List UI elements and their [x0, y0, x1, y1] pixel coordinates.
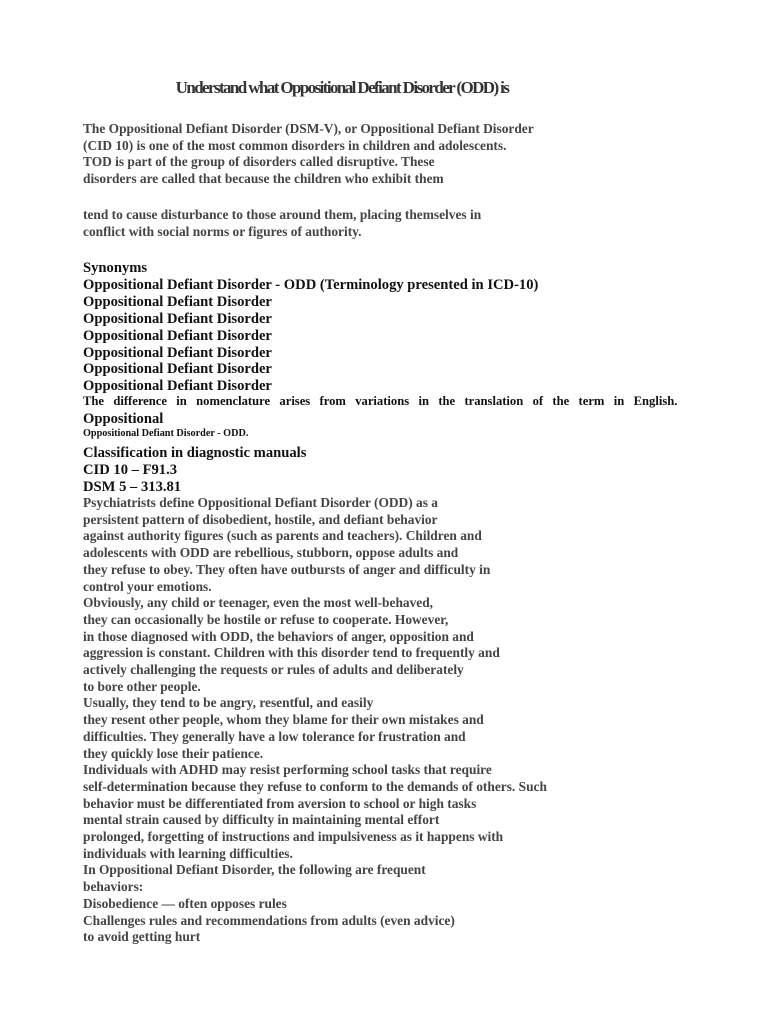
body-line: they can occasionally be hostile or refuse to cooperate. However, [83, 611, 449, 627]
oppositional-block [83, 411, 683, 428]
intro-paragraph-1 [83, 121, 683, 188]
synonyms-section [83, 260, 683, 395]
classification-section [83, 445, 683, 496]
synonym-item: Oppositional Defiant Disorder [83, 361, 272, 378]
body-line: in those diagnosed with ODD, the behaviors of anger, opposition and [83, 628, 474, 644]
body-line: they quickly lose their patience. [83, 745, 264, 761]
small-line-block [83, 427, 683, 440]
body-line: behaviors: [83, 879, 144, 895]
nomenclature-note-block [83, 394, 683, 409]
body-line: difficulties. They generally have a low tolerance for frustration and [83, 728, 466, 744]
body-line: Challenges rules and recommendations from adults (even advice) [83, 912, 455, 928]
body-line: self-determination because they refuse to conform to the demands of others. Such [83, 778, 547, 794]
body-line: against authority figures (such as parents and teachers). Children and [83, 528, 482, 544]
body-line: prolonged, forgetting of instructions and impulsiveness as it happens with [83, 829, 504, 845]
body-line: aggression is constant. Children with this disorder tend to frequently and [83, 645, 500, 661]
nomenclature-note: The difference in nomenclature arises from variations in the translation of the term in English. [83, 394, 678, 408]
body-line: Individuals with ADHD may resist performing school tasks that require [83, 762, 492, 778]
synonym-item: Oppositional Defiant Disorder [83, 344, 272, 361]
body-line: mental strain caused by difficulty in maintaining mental effort [83, 812, 440, 828]
body-line: behavior must be differentiated from aversion to school or high tasks [83, 795, 477, 811]
synonym-item: Oppositional Defiant Disorder [83, 293, 272, 310]
body-line: control your emotions. [83, 578, 212, 594]
intro-line: disorders are called that because the children who exhibit them [83, 171, 444, 187]
main-body [83, 495, 683, 946]
body-line: they resent other people, whom they blame for their own mistakes and [83, 712, 484, 728]
intro-line: conflict with social norms or figures of authority. [83, 223, 362, 239]
body-line: In Oppositional Defiant Disorder, the following are frequent [83, 862, 426, 878]
page-title [0, 78, 768, 98]
classification-heading: Classification in diagnostic manuals [83, 445, 307, 461]
synonyms-heading: Synonyms [83, 260, 148, 276]
classification-cid: CID 10 – F91.3 [83, 461, 178, 478]
intro-line: The Oppositional Defiant Disorder (DSM-V), or Oppositional Defiant Disorder [83, 121, 534, 136]
synonym-item: Oppositional Defiant Disorder [83, 327, 272, 344]
synonym-item: Oppositional Defiant Disorder - ODD (Terminology presented in ICD-10) [83, 276, 539, 293]
synonym-item: Oppositional Defiant Disorder [83, 378, 272, 395]
classification-dsm: DSM 5 – 313.81 [83, 478, 182, 495]
body-line: actively challenging the requests or rules of adults and deliberately [83, 662, 464, 678]
body-line: persistent pattern of disobedient, hostile, and defiant behavior [83, 511, 438, 527]
body-line: Disobedience — often opposes rules [83, 895, 287, 911]
body-line: to bore other people. [83, 678, 201, 694]
body-line: Obviously, any child or teenager, even the most well-behaved, [83, 595, 434, 611]
oppositional-label: Oppositional [83, 411, 164, 427]
page-title-text: Understand what Oppositional Defiant Disorder (ODD) is [175, 78, 509, 97]
intro-line: tend to cause disturbance to those around them, placing themselves in [83, 207, 482, 222]
body-line: adolescents with ODD are rebellious, stubborn, oppose adults and [83, 545, 459, 561]
intro-paragraph-2 [83, 207, 683, 240]
intro-line: TOD is part of the group of disorders called disruptive. These [83, 154, 435, 170]
body-line: Psychiatrists define Oppositional Defiant Disorder (ODD) as a [83, 495, 438, 510]
oppositional-small-line: Oppositional Defiant Disorder - ODD. [83, 428, 249, 439]
synonym-item: Oppositional Defiant Disorder [83, 310, 272, 327]
intro-line: (CID 10) is one of the most common disorders in children and adolescents. [83, 137, 507, 153]
body-line: to avoid getting hurt [83, 929, 201, 945]
body-line: individuals with learning difficulties. [83, 845, 293, 861]
body-line: Usually, they tend to be angry, resentful, and easily [83, 695, 374, 711]
body-line: they refuse to obey. They often have outbursts of anger and difficulty in [83, 561, 491, 577]
